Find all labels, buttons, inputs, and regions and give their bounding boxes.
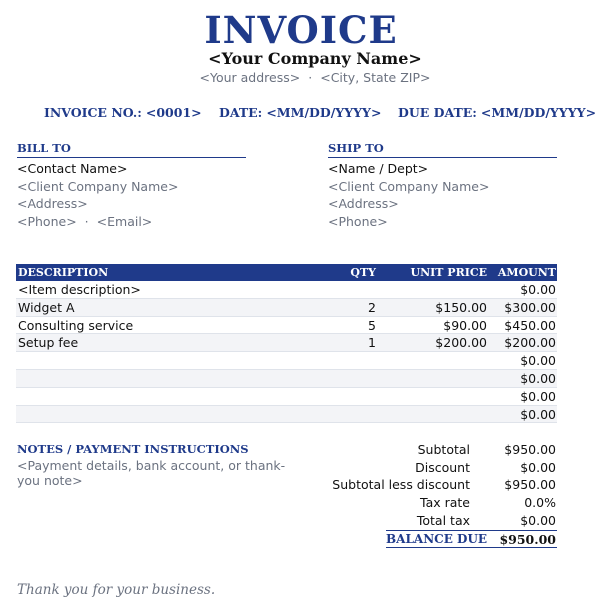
table-row	[16, 281, 557, 299]
company-name: <Your Company Name>	[208, 49, 422, 68]
item-unit-price: $200.00	[435, 335, 487, 351]
invoice-number	[44, 105, 202, 120]
item-qty: 2	[368, 299, 376, 315]
item-qty: 1	[368, 335, 376, 351]
item-unit-price	[376, 281, 487, 298]
ship-to-phone: <Phone>	[328, 214, 388, 230]
notes-text: <Payment details, bank account, or thank-you note>	[17, 458, 286, 488]
address-separator: ·	[308, 70, 313, 85]
bill-to-address: <Address>	[17, 196, 88, 212]
line-items-header	[16, 264, 557, 281]
ship-to-company: <Client Company Name>	[328, 178, 490, 194]
phone-email-separator: ·	[84, 214, 89, 230]
line-items-table	[16, 264, 557, 423]
bill-to-phone-email	[17, 213, 246, 231]
bill-to-contact: <Contact Name>	[17, 161, 128, 176]
table-row	[16, 299, 557, 317]
header-description: DESCRIPTION	[18, 266, 109, 279]
bill-to-company: <Client Company Name>	[17, 178, 179, 194]
bill-to-heading: BILL TO	[17, 141, 246, 158]
table-row	[16, 370, 557, 388]
item-amount: $0.00	[520, 406, 556, 422]
invoice-date-value: <MM/DD/YYYY>	[266, 105, 382, 120]
bill-to-phone: <Phone>	[17, 214, 77, 230]
item-amount: $0.00	[520, 282, 556, 297]
item-amount: $0.00	[520, 370, 556, 386]
ship-to-address: <Address>	[328, 196, 399, 212]
discount-label: Discount	[415, 459, 470, 475]
tax-rate-label: Tax rate	[420, 495, 470, 511]
item-qty: 5	[368, 317, 376, 333]
subtotal-label: Subtotal	[417, 442, 470, 457]
header-unit-price: UNIT PRICE	[410, 266, 487, 279]
balance-due-row	[386, 530, 557, 548]
due-date-value: <MM/DD/YYYY>	[480, 105, 597, 120]
company-city: <City, State ZIP>	[320, 70, 431, 85]
table-row	[16, 406, 557, 424]
ship-to-heading: SHIP TO	[328, 141, 557, 158]
table-row	[16, 352, 557, 370]
bill-to-email: <Email>	[96, 214, 153, 230]
item-amount: $200.00	[504, 335, 556, 351]
item-amount: $450.00	[504, 317, 556, 333]
item-unit-price	[376, 370, 487, 387]
total-tax-row	[320, 512, 557, 530]
table-row	[16, 388, 557, 406]
balance-due-value: $950.00	[499, 532, 556, 548]
item-qty	[336, 352, 376, 369]
total-tax-value: $0.00	[520, 512, 556, 528]
ship-to-name: <Name / Dept>	[328, 161, 429, 176]
notes-section	[17, 442, 307, 488]
invoice-date	[219, 105, 381, 120]
item-unit-price	[376, 388, 487, 405]
tax-rate-value: 0.0%	[524, 495, 556, 511]
item-amount: $300.00	[504, 299, 556, 315]
subtotal-less-discount-label: Subtotal less discount	[332, 477, 470, 493]
subtotal-less-discount-value: $950.00	[504, 477, 556, 493]
subtotal-row	[320, 441, 557, 459]
item-qty	[336, 281, 376, 298]
totals-section	[320, 441, 557, 548]
item-description	[16, 352, 336, 369]
item-unit-price	[376, 406, 487, 423]
invoice-number-label: INVOICE NO.:	[44, 105, 142, 120]
table-row	[16, 334, 557, 352]
company-address-line	[0, 70, 602, 85]
item-unit-price	[376, 352, 487, 369]
item-description: Widget A	[18, 299, 75, 315]
notes-heading: NOTES / PAYMENT INSTRUCTIONS	[17, 442, 249, 456]
subtotal-value: $950.00	[504, 442, 556, 457]
company-address: <Your address>	[199, 70, 301, 85]
header-amount: AMOUNT	[497, 266, 556, 279]
ship-to-section	[328, 141, 557, 231]
invoice-title: INVOICE	[204, 8, 398, 52]
invoice-due-date	[398, 105, 596, 120]
item-description: Setup fee	[18, 335, 79, 351]
item-description	[16, 370, 336, 387]
item-description: Consulting service	[18, 317, 134, 333]
total-tax-label: Total tax	[416, 512, 470, 528]
tax-rate-row	[320, 494, 557, 512]
invoice-date-label: DATE:	[219, 105, 263, 120]
item-unit-price: $90.00	[443, 317, 487, 333]
item-qty	[336, 406, 376, 423]
subtotal-less-discount-row	[320, 476, 557, 494]
item-unit-price: $150.00	[435, 299, 487, 315]
item-qty	[336, 370, 376, 387]
item-amount: $0.00	[520, 388, 556, 404]
discount-row	[320, 459, 557, 477]
invoice-number-value: <0001>	[145, 105, 202, 120]
bill-to-section	[17, 141, 246, 231]
item-amount: $0.00	[520, 353, 556, 369]
due-date-label: DUE DATE:	[398, 105, 477, 120]
balance-due-label: BALANCE DUE	[386, 532, 488, 547]
item-description	[16, 406, 336, 423]
item-description	[16, 388, 336, 405]
item-description: <Item description>	[18, 282, 141, 297]
header-qty: QTY	[350, 266, 376, 279]
thank-you-note: Thank you for your business.	[17, 582, 216, 598]
discount-value: $0.00	[520, 459, 556, 475]
item-qty	[336, 388, 376, 405]
table-row	[16, 317, 557, 335]
